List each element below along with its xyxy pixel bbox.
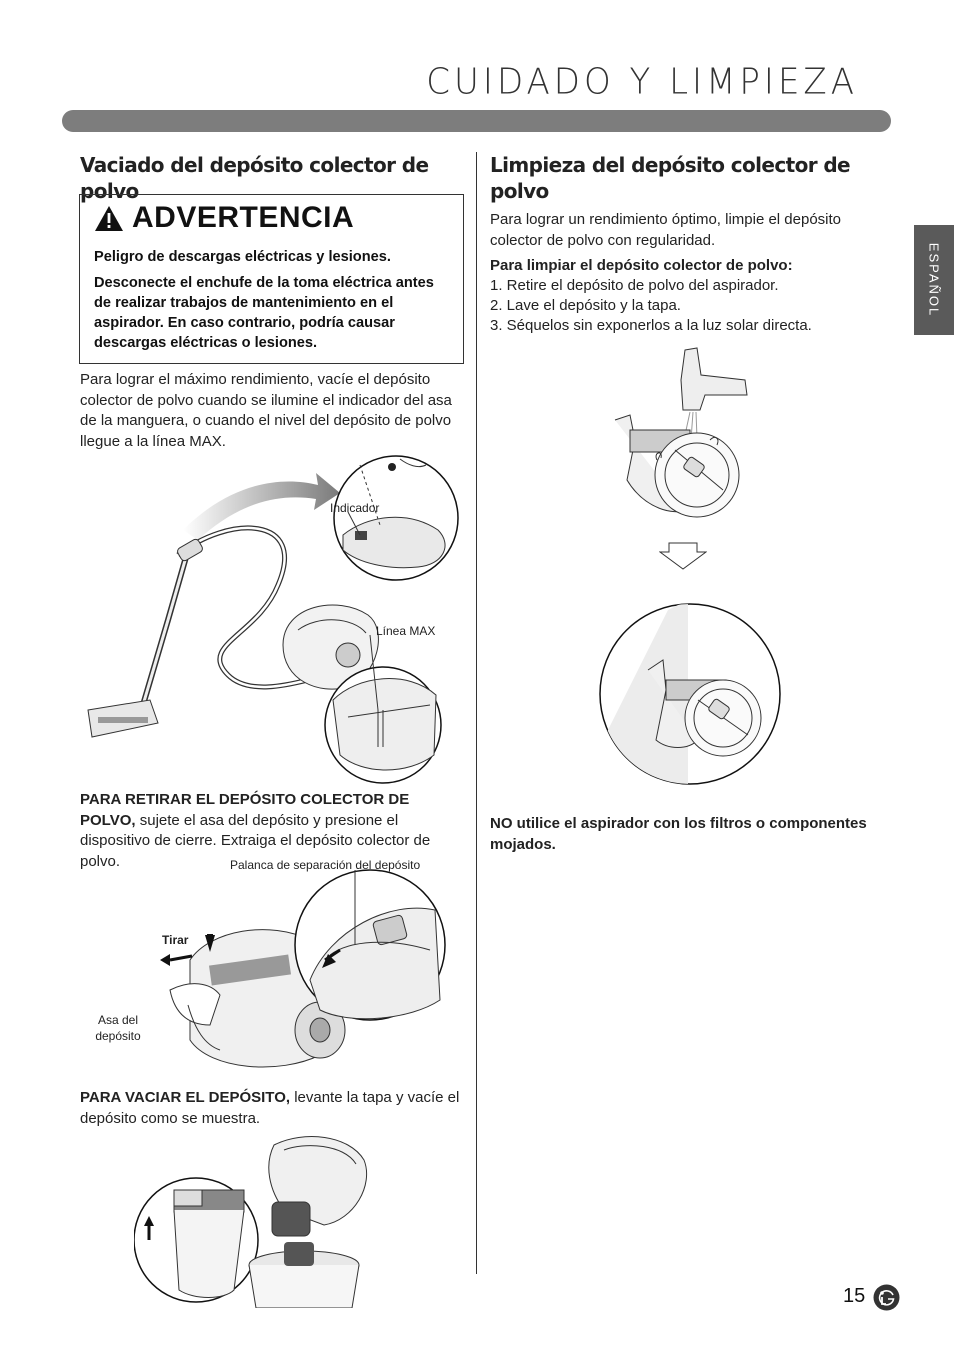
warning-line-2: Desconecte el enchufe de la toma eléctrica antes de realizar trabajos de mantenimiento en el aspirador. En caso contrario, podría causar descargas eléctricas o lesiones. bbox=[94, 275, 434, 351]
language-tab bbox=[914, 225, 954, 335]
language-tab-label: ESPAÑOL bbox=[926, 242, 942, 318]
right-heading: Limpieza del depósito colector de polvo bbox=[490, 153, 851, 203]
page-number: 15 bbox=[843, 1285, 866, 1307]
remove-bold: PARA RETIRAR EL DEPÓSITO COLECTOR DE POLVO, bbox=[80, 791, 410, 829]
max-line-label: Línea MAX bbox=[376, 624, 436, 638]
empty-bold: PARA VACIAR EL DEPÓSITO, bbox=[80, 1089, 291, 1106]
remove-text: sujete el asa del depósito y presione el dispositivo de cierre. Extraiga el depósito colector de polvo. bbox=[80, 811, 431, 870]
step-1: 1. Retire el depósito de polvo del aspirador. bbox=[490, 277, 779, 294]
page-title: CUIDADO Y LIMPIEZA bbox=[426, 61, 858, 103]
washing-illustration bbox=[605, 340, 755, 530]
right-intro: Para lograr un rendimiento óptimo, limpie el depósito colector de polvo con regularidad. bbox=[490, 211, 842, 249]
pull-label: Tirar bbox=[162, 933, 189, 947]
warning-triangle-icon bbox=[94, 205, 124, 232]
handle-label: Asa del depósito bbox=[95, 1013, 141, 1043]
warning-box bbox=[79, 194, 464, 364]
indicator-label: Indicador bbox=[330, 501, 380, 515]
lever-label: Palanca de separación del depósito bbox=[230, 858, 421, 872]
drying-illustration bbox=[598, 600, 782, 788]
step-3: 3. Séquelos sin exponerlos a la luz solar directa. bbox=[490, 317, 812, 334]
remove-container-illustration bbox=[150, 860, 450, 1080]
warning-line-1: Peligro de descargas eléctricas y lesiones. bbox=[94, 249, 391, 265]
vacuum-overview-illustration bbox=[78, 455, 468, 785]
empty-instructions bbox=[80, 1088, 460, 1129]
title-bar bbox=[62, 110, 891, 132]
warning-title bbox=[94, 201, 354, 235]
empty-container-illustration bbox=[134, 1130, 374, 1308]
column-divider bbox=[476, 152, 477, 1274]
lg-logo-icon bbox=[873, 1284, 900, 1311]
empty-text: levante la tapa y vacíe el depósito como se muestra. bbox=[80, 1089, 460, 1127]
left-heading: Vaciado del depósito colector de polvo bbox=[80, 153, 429, 203]
right-note: NO utilice el aspirador con los filtros o componentes mojados. bbox=[490, 815, 867, 853]
down-arrow-icon bbox=[659, 542, 707, 570]
left-intro: Para lograr el máximo rendimiento, vacíe el depósito colector de polvo cuando se ilumine el indicador del asa de la manguera, o cuando el nivel del depósito de polvo llegue a la línea MAX. bbox=[80, 371, 452, 450]
steps-title: Para limpiar el depósito colector de polvo: bbox=[490, 257, 793, 274]
warning-word: ADVERTENCIA bbox=[132, 201, 355, 234]
step-2: 2. Lave el depósito y la tapa. bbox=[490, 297, 681, 314]
